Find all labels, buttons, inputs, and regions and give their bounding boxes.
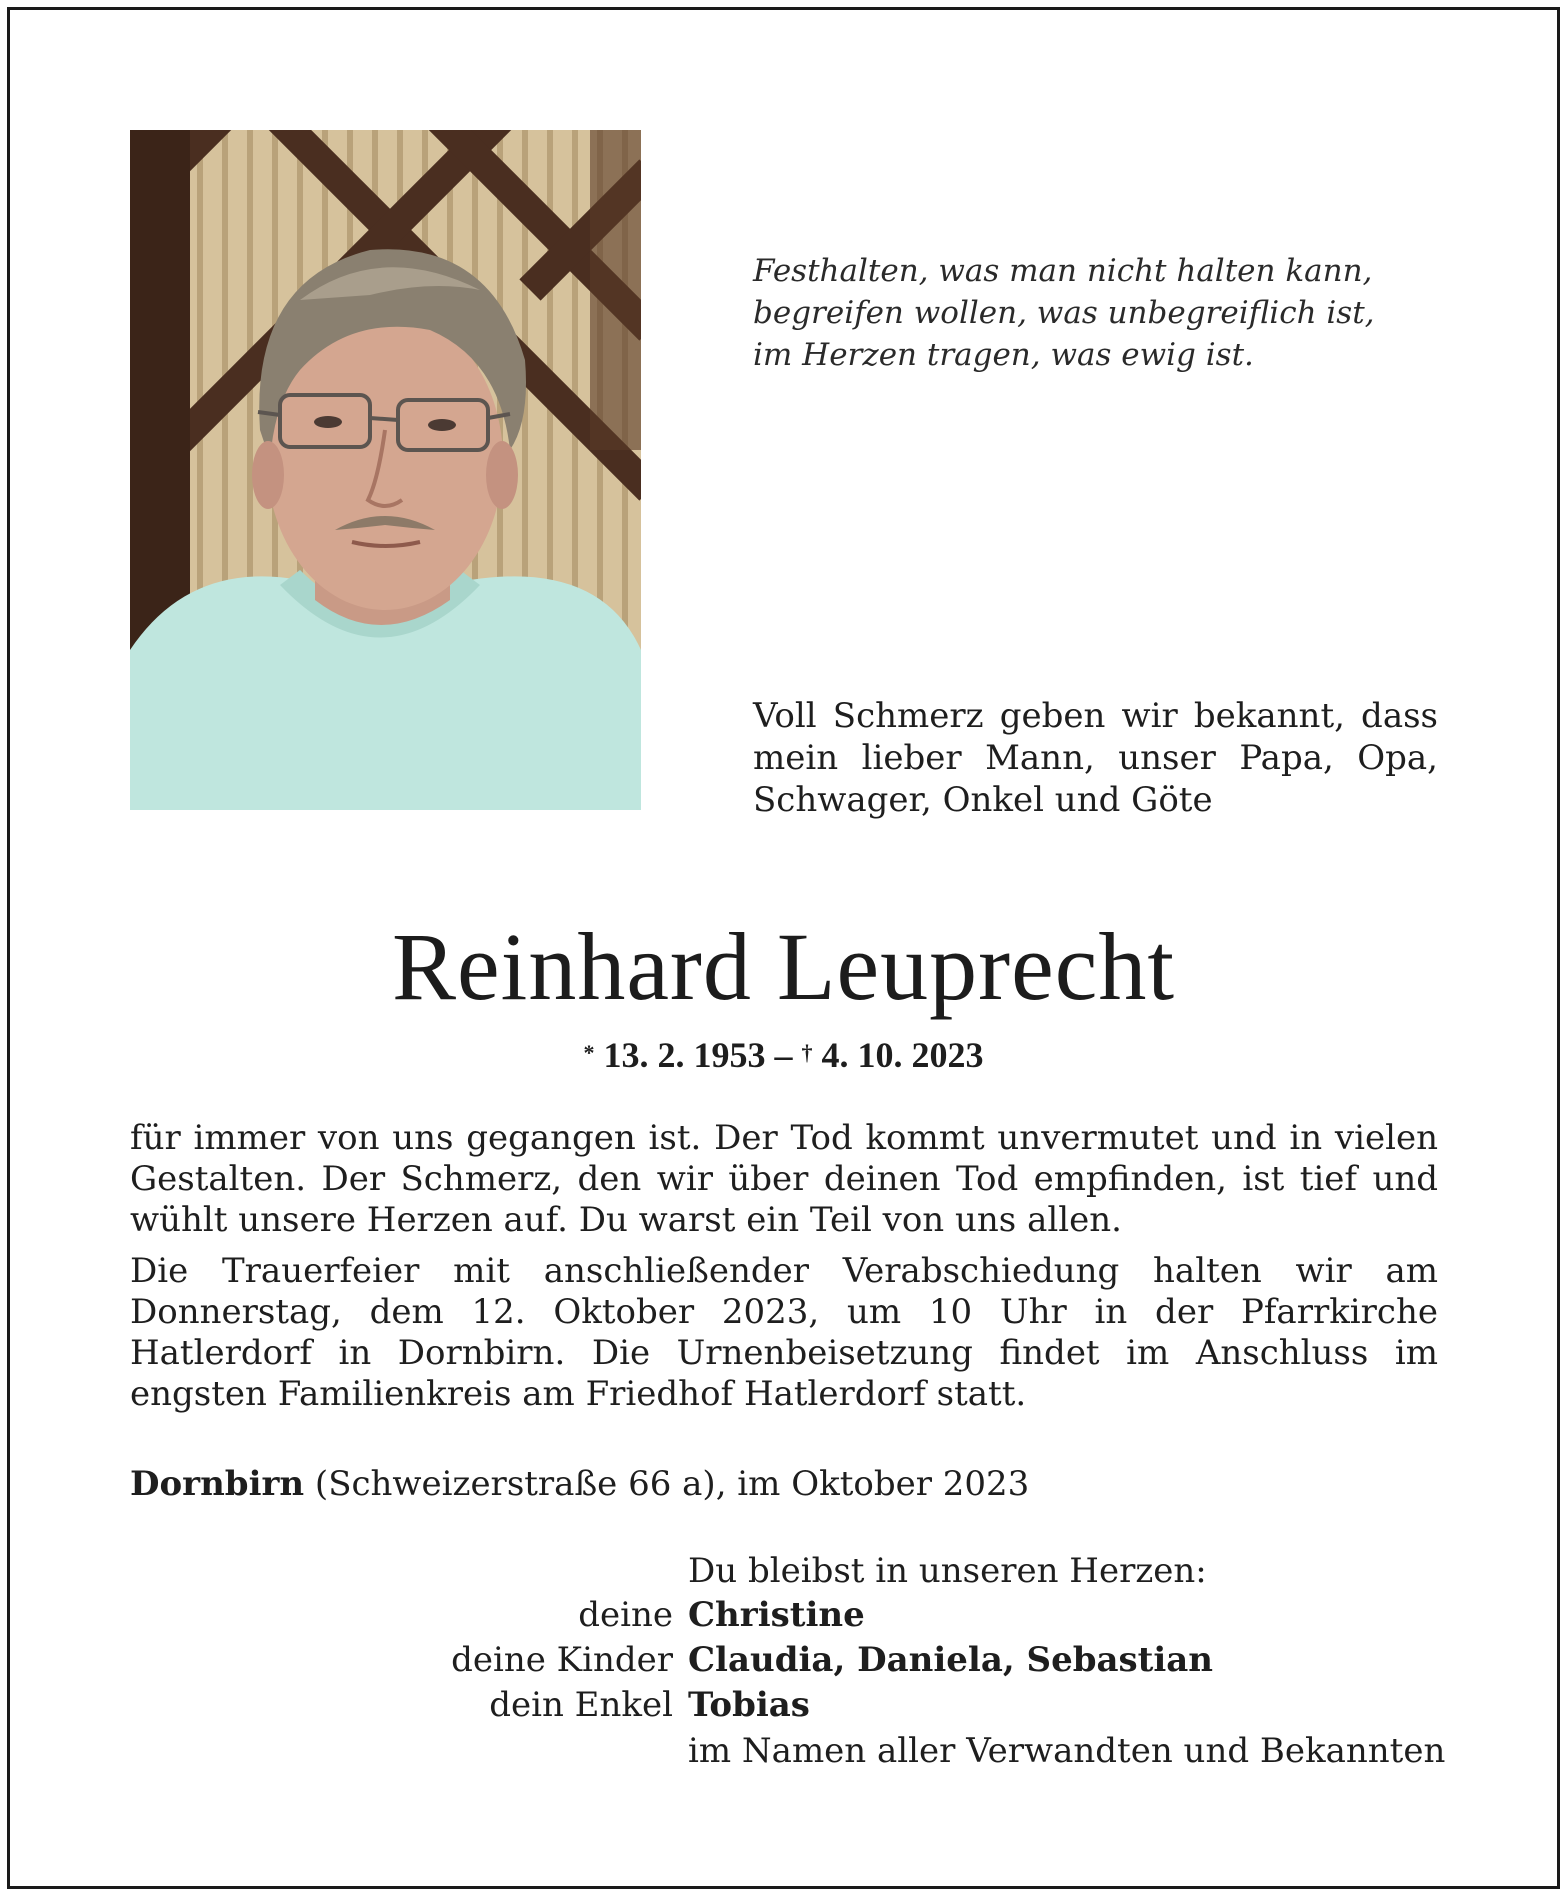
death-date: 4. 10. 2023: [821, 1035, 984, 1075]
death-symbol: †: [801, 1040, 813, 1065]
signature-relation: deine Kinder: [451, 1640, 673, 1680]
signature-relation: deine: [578, 1595, 673, 1635]
memorial-poem: [753, 250, 1453, 376]
signature-names: Claudia, Daniela, Sebastian: [688, 1640, 1214, 1680]
poem-line: Festhalten, was man nicht halten kann,: [753, 253, 1373, 289]
portrait-illustration: [130, 130, 641, 810]
place-details: (Schweizerstraße 66 a), im Oktober 2023: [304, 1464, 1030, 1504]
deceased-name: Reinhard Leuprecht: [392, 913, 1175, 1020]
poem-line: im Herzen tragen, was ewig ist.: [753, 337, 1254, 373]
obituary-body: [130, 1118, 1438, 1425]
place-city: Dornbirn: [130, 1464, 305, 1504]
signature-row: [300, 1638, 1500, 1682]
body-paragraph-1: für immer von uns gegangen ist. Der Tod kommt unvermutet und in vielen Gestalten. Der Schmerz, den wir über deinen Tod empfinden, ist tief und wühlt unsere Herzen auf. Du warst ein Teil von uns allen.: [130, 1118, 1438, 1240]
signature-relation: dein Enkel: [489, 1685, 673, 1725]
place-and-date: [130, 1462, 1230, 1506]
signature-footer: im Namen aller Verwandten und Bekannten: [688, 1731, 1446, 1771]
portrait-photo: [130, 130, 641, 810]
signature-row: [300, 1683, 1500, 1727]
signature-heading: Du bleibst in unseren Herzen:: [688, 1551, 1207, 1591]
signature-names: Tobias: [688, 1685, 810, 1725]
birth-symbol: *: [583, 1040, 595, 1065]
date-separator: –: [774, 1035, 793, 1075]
announcement-intro: Voll Schmerz geben wir bekannt, dass mein lieber Mann, unser Papa, Opa, Schwager, Onkel und Göte: [753, 696, 1438, 820]
signature-row: [300, 1593, 1500, 1637]
birth-date: 13. 2. 1953: [603, 1035, 766, 1075]
body-paragraph-2: Die Trauerfeier mit anschließender Verabschiedung halten wir am Donnerstag, dem 12. Oktober 2023, um 10 Uhr in der Pfarrkirche Hatlerdorf in Dornbirn. Die Urnenbeisetzung findet im Anschluss im engsten Familienkreis am Friedhof Hatlerdorf statt.: [130, 1251, 1438, 1414]
poem-line: begreifen wollen, was unbegreiflich ist,: [753, 295, 1375, 331]
life-dates: [0, 1032, 1567, 1078]
signature-names: Christine: [688, 1595, 865, 1635]
